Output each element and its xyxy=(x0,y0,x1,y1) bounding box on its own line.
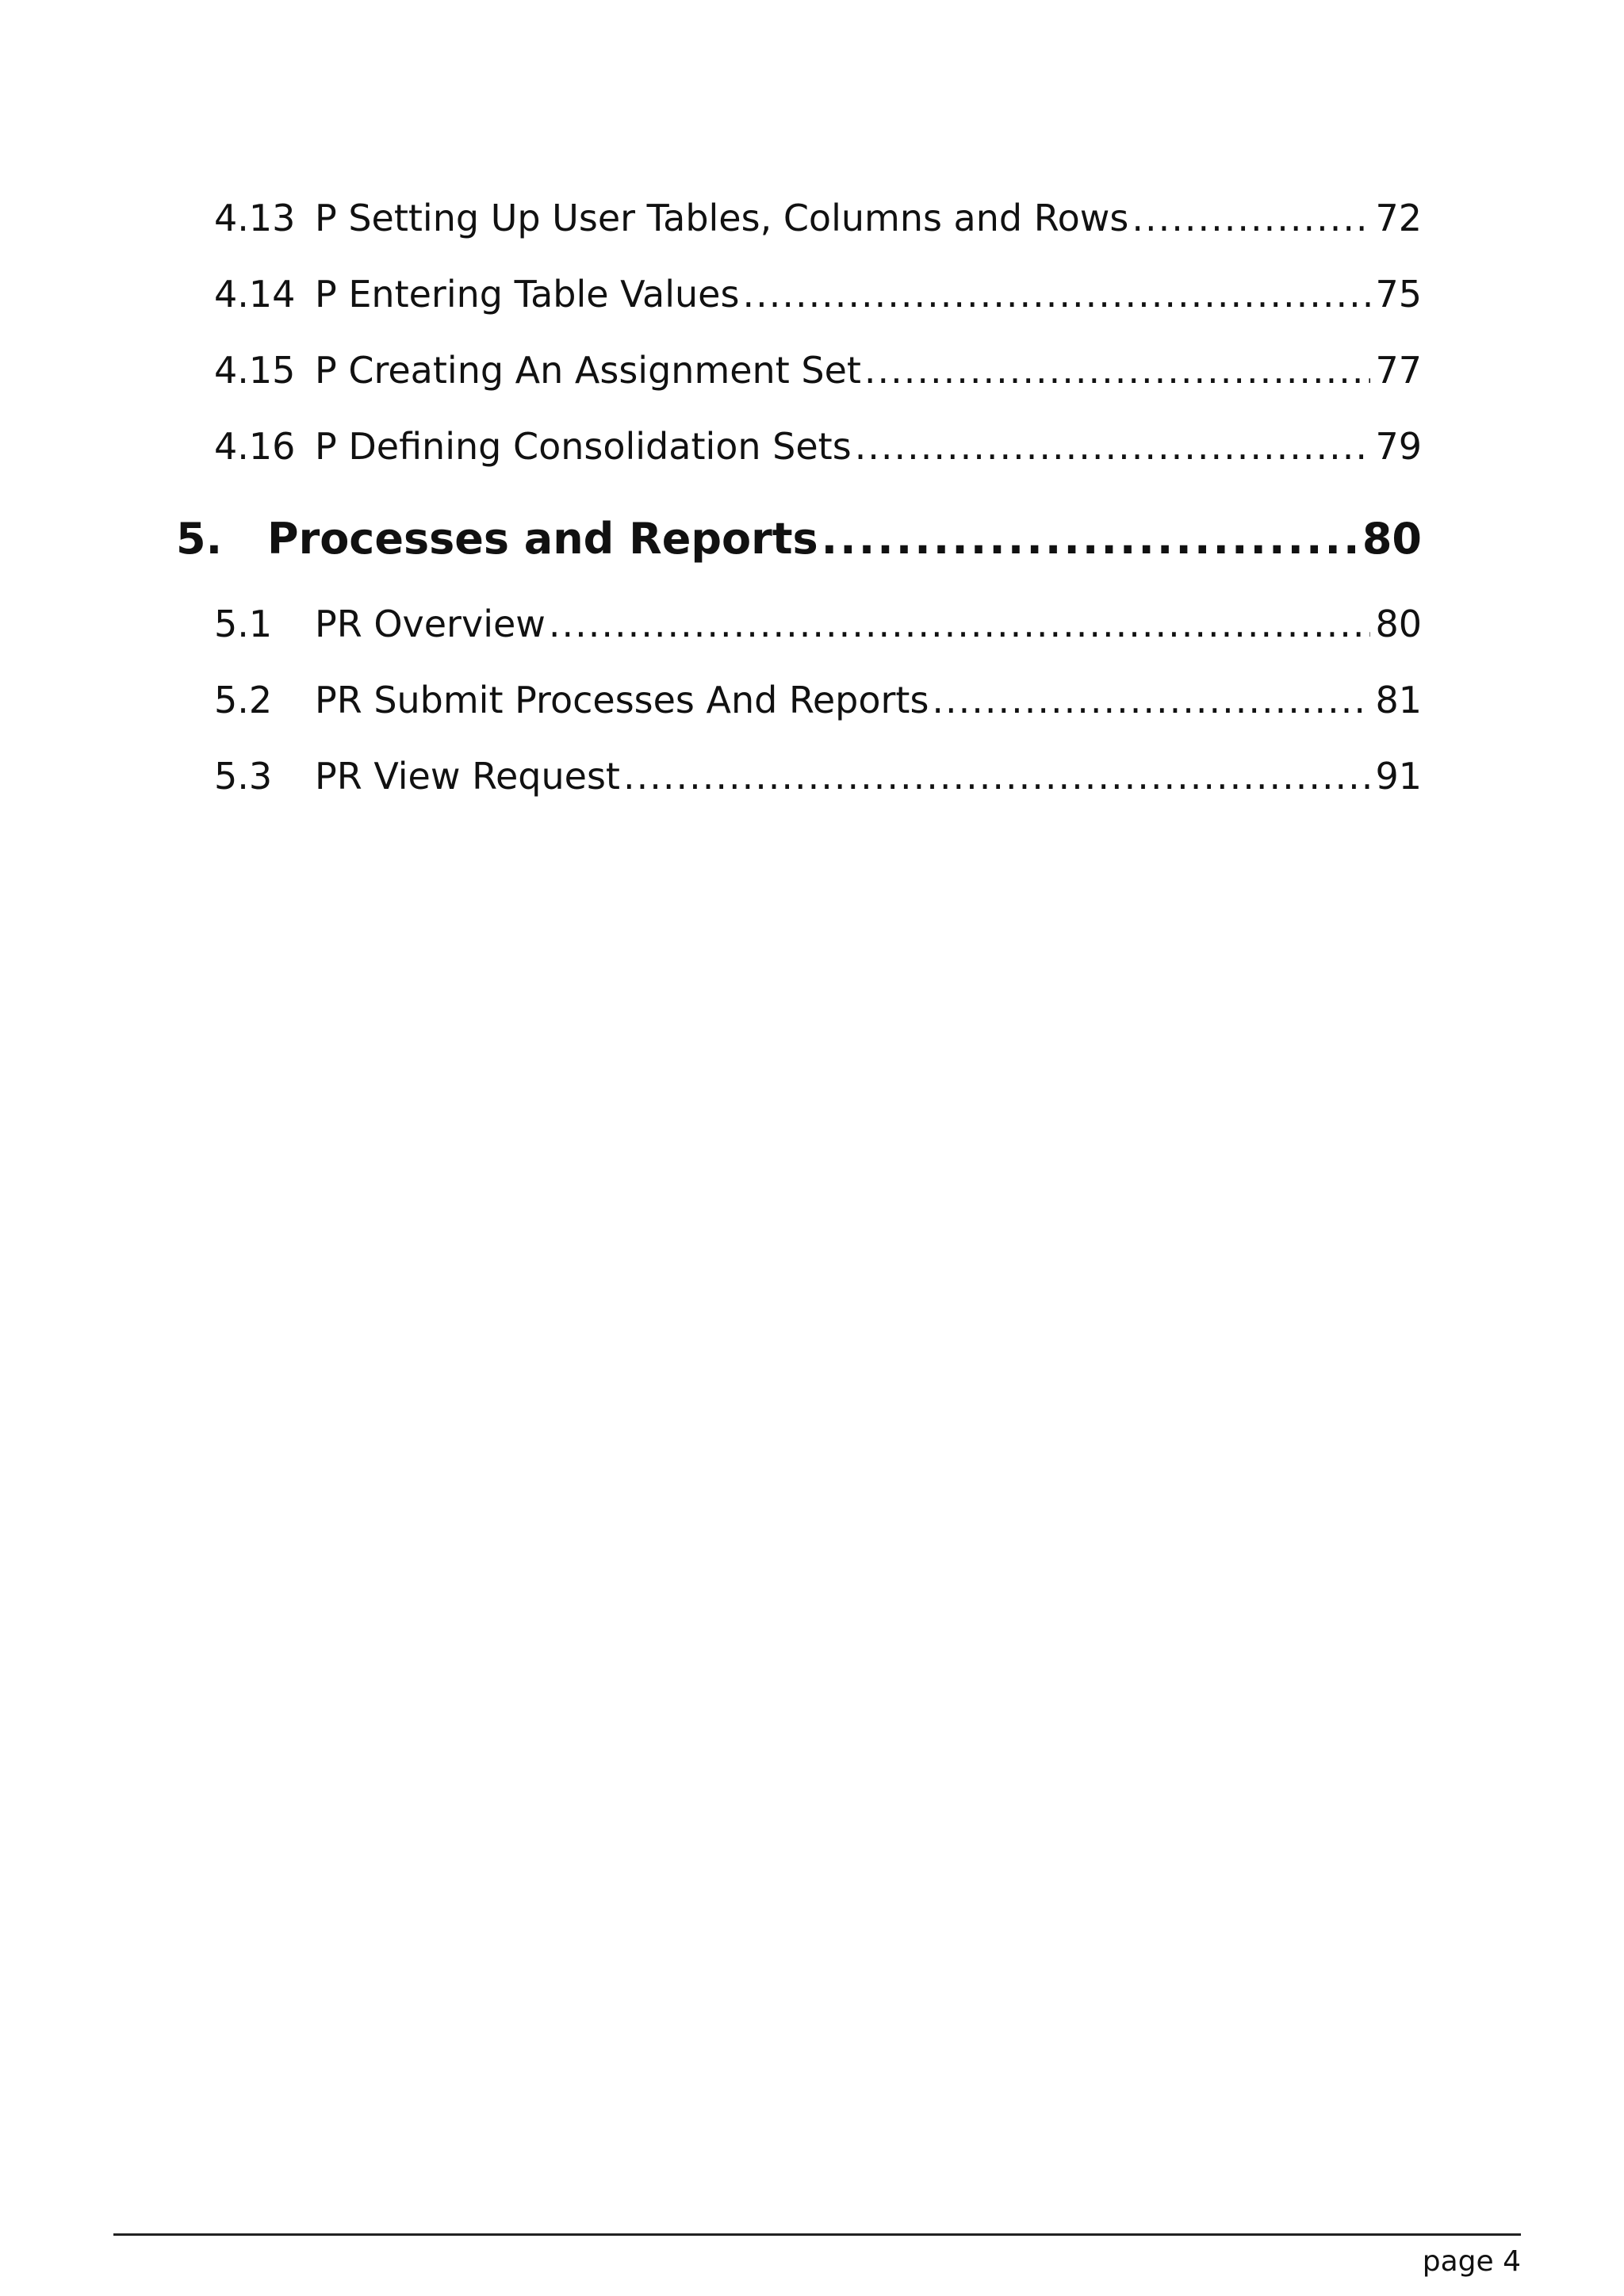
toc-entry-number: 4.15 xyxy=(214,349,296,392)
toc-entry-4-13[interactable] xyxy=(214,197,1422,239)
toc-entry-title: P Creating An Assignment Set xyxy=(315,349,861,392)
toc-dot-leader xyxy=(623,755,1370,798)
toc-entry-4-16[interactable] xyxy=(214,425,1422,468)
toc-entry-page: 80 xyxy=(1362,514,1422,564)
toc-dot-leader xyxy=(855,425,1371,468)
toc-entry-5-3[interactable] xyxy=(214,755,1422,798)
toc-entry-title: Processes and Reports xyxy=(267,514,818,564)
toc-entry-number: 5.2 xyxy=(214,679,273,721)
toc-entry-page: 72 xyxy=(1375,197,1422,239)
toc-entry-page: 80 xyxy=(1375,603,1422,645)
toc-entry-page: 77 xyxy=(1375,349,1422,392)
toc-entry-number: 4.14 xyxy=(214,273,296,316)
toc-entry-page: 79 xyxy=(1375,425,1422,468)
toc-entry-number: 4.16 xyxy=(214,425,296,468)
toc-entry-5-2[interactable] xyxy=(214,679,1422,721)
toc-entry-4-14[interactable] xyxy=(214,273,1422,316)
toc-entry-page: 75 xyxy=(1375,273,1422,316)
toc-entry-number: 5.1 xyxy=(214,603,273,645)
toc-dot-leader xyxy=(932,679,1370,721)
toc-entry-title: P Defining Consolidation Sets xyxy=(315,425,852,468)
toc-entry-title: P Setting Up User Tables, Columns and Rows xyxy=(315,197,1129,239)
toc-dot-leader xyxy=(1132,197,1370,239)
footer-page-number: page 4 xyxy=(1422,2245,1521,2278)
toc-entry-number: 4.13 xyxy=(214,197,296,239)
toc-entry-page: 91 xyxy=(1375,755,1422,798)
toc-entry-title: PR Overview xyxy=(315,603,546,645)
toc-entry-5-1[interactable] xyxy=(214,603,1422,645)
toc-entry-title: PR View Request xyxy=(315,755,620,798)
toc-entry-page: 81 xyxy=(1375,679,1422,721)
footer-divider xyxy=(113,2233,1521,2236)
toc-entry-5[interactable] xyxy=(176,514,1422,564)
toc-dot-leader xyxy=(742,273,1370,316)
toc-dot-leader xyxy=(864,349,1371,392)
toc-entry-number: 5.3 xyxy=(214,755,273,798)
toc-entry-title: P Entering Table Values xyxy=(315,273,740,316)
toc-dot-leader xyxy=(822,514,1358,564)
toc-entry-4-15[interactable] xyxy=(214,349,1422,392)
toc-dot-leader xyxy=(549,603,1371,645)
toc-entry-title: PR Submit Processes And Reports xyxy=(315,679,929,721)
toc-entry-number: 5. xyxy=(176,514,223,564)
